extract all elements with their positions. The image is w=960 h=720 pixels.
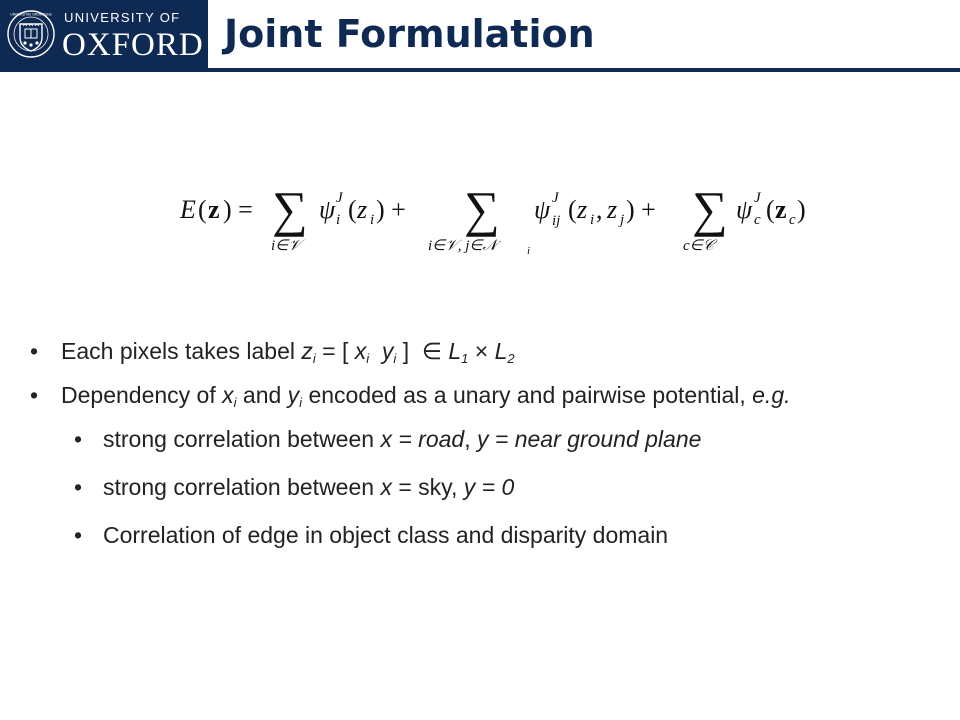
svg-text:(: ( (198, 195, 207, 224)
energy-equation (176, 176, 836, 266)
logo-oxford: OXFORD (62, 27, 204, 63)
crest-motto: UNIVERSITAS OXONIENSIS (10, 12, 52, 17)
svg-text:z: z (775, 195, 787, 224)
svg-text:z: z (208, 195, 220, 224)
svg-text:J: J (754, 190, 761, 206)
svg-text:ψ: ψ (319, 195, 336, 224)
svg-text:): ) (797, 195, 806, 224)
oxford-crest-icon (6, 7, 56, 61)
bullet-dot: • (30, 338, 39, 364)
svg-text:i∈𝒱, j∈𝒩: i∈𝒱, j∈𝒩 (428, 238, 497, 254)
header-rule (208, 68, 960, 72)
svg-text:J: J (552, 190, 559, 206)
svg-text:ψ: ψ (534, 195, 551, 224)
university-logo (0, 0, 208, 72)
list-item: • strong correlation between x = road, y = near ground plane (74, 426, 702, 452)
list-item: • Dependency of $x_i$ and $y_i$ encoded as a unary and pairwise potential, e.g. (30, 382, 791, 410)
svg-text:(: ( (348, 195, 357, 224)
svg-text:c: c (789, 212, 796, 228)
svg-text:c: c (754, 212, 761, 228)
bullet-list (0, 336, 960, 568)
svg-text:E: E (180, 195, 196, 224)
svg-text:z: z (357, 195, 368, 224)
svg-text:(: ( (766, 195, 775, 224)
svg-text:i: i (590, 212, 595, 228)
svg-text:∑: ∑ (464, 181, 500, 237)
svg-text:,: , (596, 195, 603, 224)
svg-text:i: i (370, 212, 375, 228)
svg-text:(: ( (568, 195, 577, 224)
svg-text:i: i (527, 245, 531, 257)
svg-text:z: z (607, 195, 618, 224)
logo-university-of: UNIVERSITY OF (64, 10, 181, 25)
page-title: Joint Formulation (224, 12, 595, 56)
svg-text:) +: ) + (376, 195, 406, 224)
bullet-dot: • (30, 382, 39, 408)
list-item: • Correlation of edge in object class and disparity domain (74, 522, 669, 548)
list-item: • Each pixels takes label $z_i$ = [ $x_i$ $y_i$ ] ∈ $L_1 \times L_2$ (30, 338, 515, 366)
svg-text:z: z (577, 195, 588, 224)
svg-text:j: j (620, 212, 625, 228)
bullet-dot: • (74, 474, 83, 500)
svg-text:i: i (336, 212, 341, 228)
svg-text:ij: ij (552, 213, 561, 229)
bullet-dot: • (74, 522, 83, 548)
svg-text:c∈𝒞: c∈𝒞 (683, 238, 714, 254)
bullet-dot: • (74, 426, 83, 452)
svg-text:∑: ∑ (272, 181, 308, 237)
svg-text:) =: ) = (223, 195, 253, 224)
svg-text:ψ: ψ (736, 195, 753, 224)
svg-text:∑: ∑ (692, 181, 728, 237)
svg-text:i∈𝒱: i∈𝒱 (271, 238, 301, 254)
list-item: • strong correlation between x = sky, y = 0 (74, 474, 515, 500)
svg-text:J: J (336, 190, 343, 206)
svg-text:) +: ) + (626, 195, 656, 224)
